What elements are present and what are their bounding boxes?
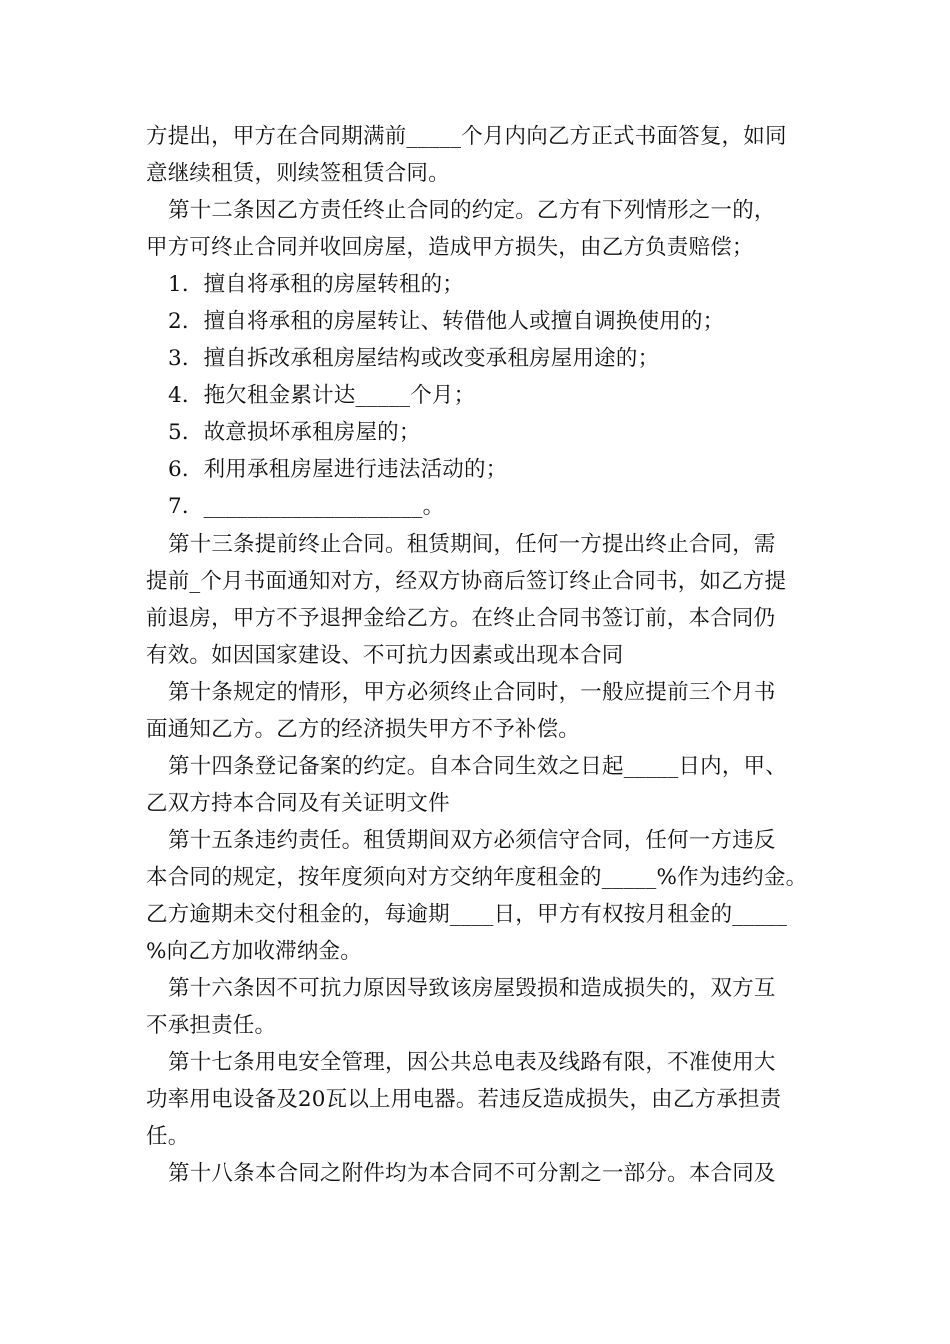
text-line: 前退房，甲方不予退押金给乙方。在终止合同书签订前，本合同仍: [146, 606, 776, 631]
text-line: 方提出，甲方在合同期满前_____个月内向乙方正式书面答复，如同: [146, 124, 787, 149]
text-line: 乙双方持本合同及有关证明文件: [146, 791, 450, 816]
text-line: 第十八条本合同之附件均为本合同不可分割之一部分。本合同及: [168, 1161, 776, 1186]
text-line: 第十五条违约责任。租赁期间双方必须信守合同，任何一方违反: [168, 828, 776, 853]
text-line: 提前_个月书面通知对方，经双方协商后签订终止合同书，如乙方提: [146, 569, 787, 594]
text-line: 第十条规定的情形，甲方必须终止合同时，一般应提前三个月书: [168, 680, 776, 705]
text-line: 第十三条提前终止合同。租赁期间，任何一方提出终止合同，需: [168, 532, 776, 557]
text-line: 面通知乙方。乙方的经济损失甲方不予补偿。: [146, 717, 581, 742]
list-item: 1．擅自将承租的房屋转租的；: [168, 272, 464, 297]
text-line: 第十七条用电安全管理，因公共总电表及线路有限，不准使用大: [168, 1050, 776, 1075]
list-item: 3．擅自拆改承租房屋结构或改变承租房屋用途的；: [168, 346, 660, 371]
text-line: 第十六条因不可抗力原因导致该房屋毁损和造成损失的，双方互: [168, 976, 776, 1001]
text-line: 甲方可终止合同并收回房屋，造成甲方损失，由乙方负责赔偿；: [146, 235, 754, 260]
text-line: 有效。如因国家建设、不可抗力因素或出现本合同: [146, 643, 624, 668]
list-item: 2．擅自将承租的房屋转让、转借他人或擅自调换使用的；: [168, 309, 725, 334]
list-item: 5．故意损坏承租房屋的；: [168, 420, 421, 445]
text-line: %向乙方加收滞纳金。: [146, 939, 362, 964]
text-line: 本合同的规定，按年度须向对方交纳年度租金的_____%作为违约金。: [146, 865, 808, 890]
list-item: 6．利用承租房屋进行违法活动的；: [168, 457, 508, 482]
list-item: 7．____________________。: [168, 494, 445, 519]
list-item: 4．拖欠租金累计达_____个月；: [168, 383, 476, 408]
text-line: 不承担责任。: [146, 1013, 277, 1038]
text-line: 意继续租赁，则续签租赁合同。: [146, 161, 450, 186]
text-line: 乙方逾期未交付租金的，每逾期____日，甲方有权按月租金的_____: [146, 902, 788, 927]
text-line: 第十二条因乙方责任终止合同的约定。乙方有下列情形之一的，: [168, 198, 776, 223]
text-line: 功率用电设备及20瓦以上用电器。若违反造成损失，由乙方承担责: [146, 1087, 782, 1112]
text-line: 任。: [146, 1124, 190, 1149]
text-line: 第十四条登记备案的约定。自本合同生效之日起_____日内，甲、: [168, 754, 787, 779]
